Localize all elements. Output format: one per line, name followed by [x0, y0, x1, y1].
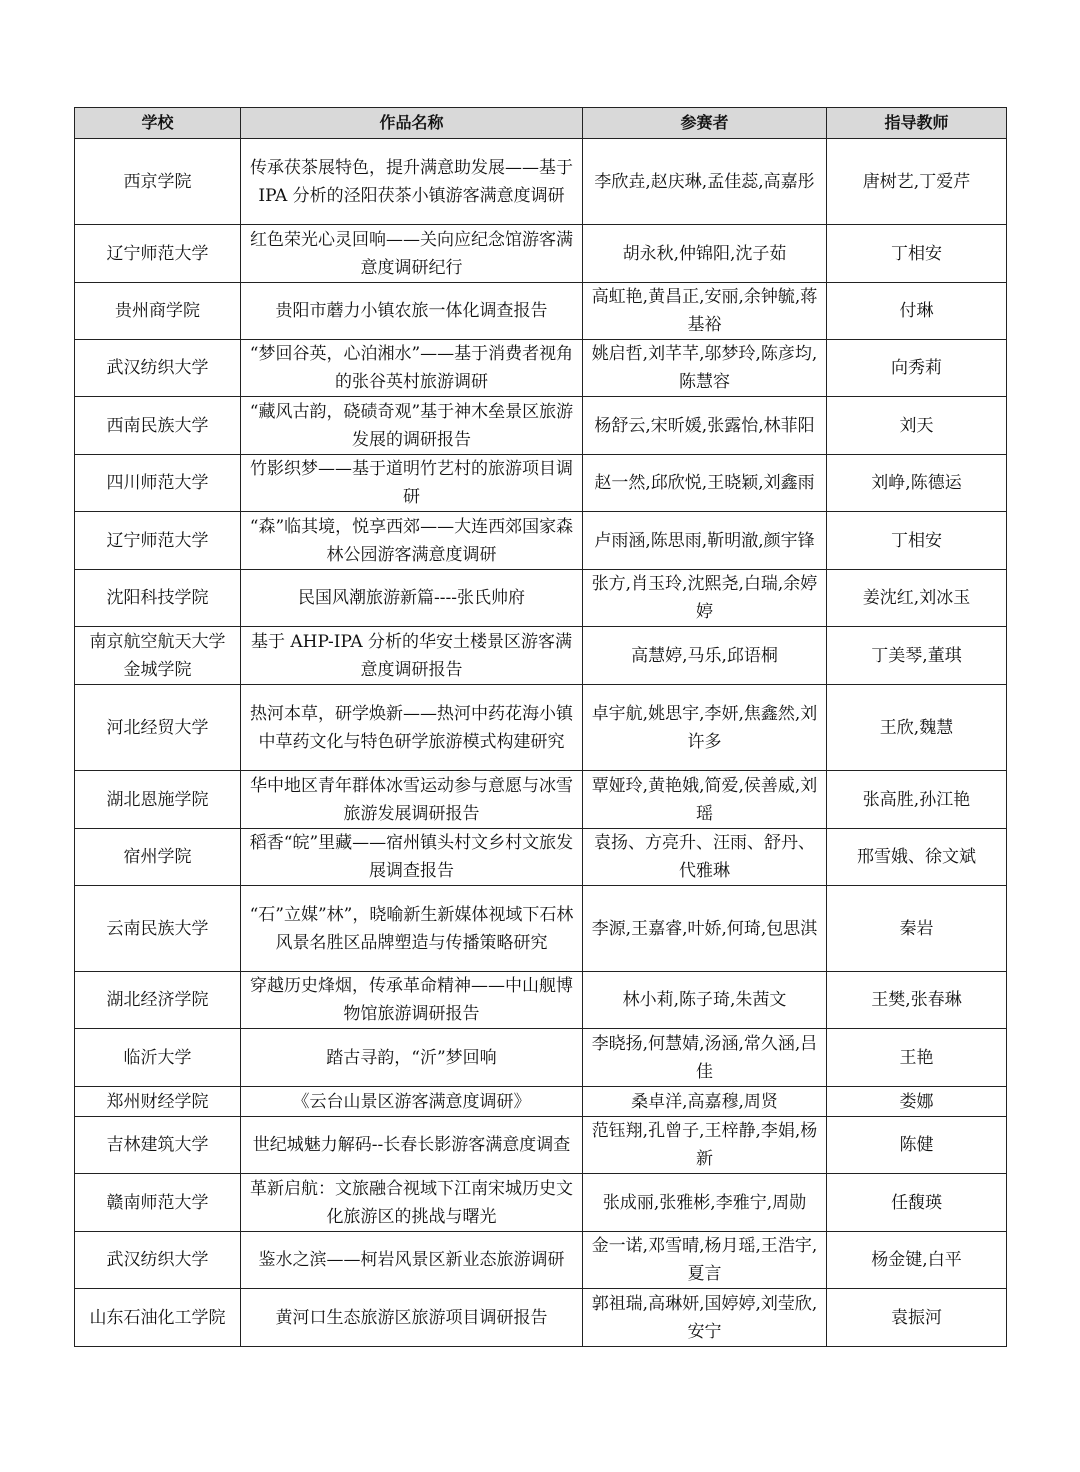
cell-advisors: 任馥瑛: [827, 1174, 1007, 1232]
cell-school: 沈阳科技学院: [75, 570, 241, 627]
cell-school: 湖北恩施学院: [75, 771, 241, 829]
cell-school: 四川师范大学: [75, 455, 241, 512]
table-row: [75, 397, 1007, 455]
award-table-container: [74, 107, 1006, 1347]
cell-advisors: 刘天: [827, 397, 1007, 455]
cell-work: “梦回谷英，心泊湘水”——基于消费者视角的张谷英村旅游调研: [241, 340, 583, 397]
cell-participants: 高虹艳,黄昌正,安丽,余钟毓,蒋基裕: [583, 283, 827, 340]
cell-work: 竹影织梦——基于道明竹艺村的旅游项目调研: [241, 455, 583, 512]
cell-school: 武汉纺织大学: [75, 1232, 241, 1289]
cell-school: 宿州学院: [75, 829, 241, 886]
cell-participants: 杨舒云,宋昕媛,张露怡,林菲阳: [583, 397, 827, 455]
cell-participants: 高慧婷,马乐,邱语桐: [583, 627, 827, 685]
cell-work: 踏古寻韵，“沂”梦回响: [241, 1029, 583, 1087]
cell-school: 西南民族大学: [75, 397, 241, 455]
table-row: [75, 1029, 1007, 1087]
cell-advisors: 王艳: [827, 1029, 1007, 1087]
table-row: [75, 139, 1007, 225]
cell-school: 贵州商学院: [75, 283, 241, 340]
cell-advisors: 袁振河: [827, 1289, 1007, 1347]
cell-advisors: 姜沈红,刘冰玉: [827, 570, 1007, 627]
cell-work: 世纪城魅力解码--长春长影游客满意度调查: [241, 1117, 583, 1174]
cell-work: 民国风潮旅游新篇----张氏帅府: [241, 570, 583, 627]
table-row: [75, 1117, 1007, 1174]
cell-school: 湖北经济学院: [75, 972, 241, 1029]
cell-work: 《云台山景区游客满意度调研》: [241, 1087, 583, 1117]
cell-advisors: 唐树艺,丁爱芹: [827, 139, 1007, 225]
table-row: [75, 512, 1007, 570]
cell-advisors: 娄娜: [827, 1087, 1007, 1117]
cell-participants: 桑卓洋,高嘉穆,周贤: [583, 1087, 827, 1117]
cell-participants: 胡永秋,仲锦阳,沈子茹: [583, 225, 827, 283]
table-header-row: [75, 108, 1007, 139]
cell-participants: 李源,王嘉睿,叶娇,何琦,包思淇: [583, 886, 827, 972]
table-row: [75, 283, 1007, 340]
table-row: [75, 1174, 1007, 1232]
cell-participants: 郭祖瑞,高琳妍,国婷婷,刘莹欣,安宁: [583, 1289, 827, 1347]
cell-advisors: 杨金键,白平: [827, 1232, 1007, 1289]
cell-advisors: 王樊,张春琳: [827, 972, 1007, 1029]
cell-work: 贵阳市蘑力小镇农旅一体化调查报告: [241, 283, 583, 340]
cell-participants: 赵一然,邱欣悦,王晓颖,刘鑫雨: [583, 455, 827, 512]
table-row: [75, 886, 1007, 972]
cell-participants: 卓宇航,姚思宇,李妍,焦鑫然,刘许多: [583, 685, 827, 771]
cell-work: 基于 AHP-IPA 分析的华安土楼景区游客满意度调研报告: [241, 627, 583, 685]
cell-participants: 金一诺,邓雪晴,杨月瑶,王浩宇,夏言: [583, 1232, 827, 1289]
cell-work: 革新启航：文旅融合视域下江南宋城历史文化旅游区的挑战与曙光: [241, 1174, 583, 1232]
header-school: 学校: [75, 108, 241, 139]
table-row: [75, 1232, 1007, 1289]
cell-work: “藏风古韵，硗碛奇观”基于神木垒景区旅游发展的调研报告: [241, 397, 583, 455]
cell-school: 河北经贸大学: [75, 685, 241, 771]
header-participants: 参赛者: [583, 108, 827, 139]
cell-advisors: 付琳: [827, 283, 1007, 340]
table-row: [75, 225, 1007, 283]
cell-school: 云南民族大学: [75, 886, 241, 972]
cell-advisors: 丁美琴,董琪: [827, 627, 1007, 685]
cell-work: 热河本草，研学焕新——热河中药花海小镇中草药文化与特色研学旅游模式构建研究: [241, 685, 583, 771]
cell-advisors: 张高胜,孙江艳: [827, 771, 1007, 829]
cell-work: “森”临其境，悦享西郊——大连西郊国家森林公园游客满意度调研: [241, 512, 583, 570]
cell-work: “石”立媒”林”，晓喻新生新媒体视域下石林风景名胜区品牌塑造与传播策略研究: [241, 886, 583, 972]
cell-work: 鉴水之滨——柯岩风景区新业态旅游调研: [241, 1232, 583, 1289]
cell-advisors: 邢雪娥、徐文斌: [827, 829, 1007, 886]
cell-work: 黄河口生态旅游区旅游项目调研报告: [241, 1289, 583, 1347]
cell-school: 南京航空航天大学金城学院: [75, 627, 241, 685]
table-row: [75, 1087, 1007, 1117]
cell-work: 穿越历史烽烟，传承革命精神——中山舰博物馆旅游调研报告: [241, 972, 583, 1029]
cell-advisors: 丁相安: [827, 225, 1007, 283]
table-row: [75, 627, 1007, 685]
cell-work: 稻香“皖”里藏——宿州镇头村文乡村文旅发展调查报告: [241, 829, 583, 886]
cell-school: 辽宁师范大学: [75, 512, 241, 570]
cell-school: 吉林建筑大学: [75, 1117, 241, 1174]
table-row: [75, 570, 1007, 627]
cell-advisors: 王欣,魏慧: [827, 685, 1007, 771]
cell-participants: 张成丽,张雅彬,李雅宁,周勋: [583, 1174, 827, 1232]
cell-advisors: 向秀莉: [827, 340, 1007, 397]
cell-school: 武汉纺织大学: [75, 340, 241, 397]
cell-school: 山东石油化工学院: [75, 1289, 241, 1347]
cell-participants: 覃娅玲,黄艳娥,简爱,侯善威,刘瑶: [583, 771, 827, 829]
cell-school: 赣南师范大学: [75, 1174, 241, 1232]
cell-work: 红色荣光心灵回响——关向应纪念馆游客满意度调研纪行: [241, 225, 583, 283]
table-row: [75, 340, 1007, 397]
header-work: 作品名称: [241, 108, 583, 139]
cell-school: 郑州财经学院: [75, 1087, 241, 1117]
cell-school: 辽宁师范大学: [75, 225, 241, 283]
cell-participants: 林小莉,陈子琦,朱茜文: [583, 972, 827, 1029]
cell-participants: 袁扬、方亮升、汪雨、舒丹、代雅琳: [583, 829, 827, 886]
cell-work: 传承茯茶展特色，提升满意助发展——基于 IPA 分析的泾阳茯茶小镇游客满意度调研: [241, 139, 583, 225]
cell-participants: 卢雨涵,陈思雨,靳明澈,颜宇锋: [583, 512, 827, 570]
award-table: [74, 107, 1007, 1347]
table-row: [75, 771, 1007, 829]
cell-participants: 李欣垚,赵庆琳,孟佳蕊,高嘉彤: [583, 139, 827, 225]
cell-advisors: 刘峥,陈德运: [827, 455, 1007, 512]
cell-advisors: 陈健: [827, 1117, 1007, 1174]
table-row: [75, 455, 1007, 512]
table-row: [75, 685, 1007, 771]
table-row: [75, 1289, 1007, 1347]
cell-school: 临沂大学: [75, 1029, 241, 1087]
cell-advisors: 丁相安: [827, 512, 1007, 570]
cell-advisors: 秦岩: [827, 886, 1007, 972]
cell-participants: 张方,肖玉玲,沈熙尧,白瑞,余婷婷: [583, 570, 827, 627]
cell-participants: 姚启哲,刘芊芊,邬梦玲,陈彦均,陈慧容: [583, 340, 827, 397]
table-row: [75, 829, 1007, 886]
header-advisors: 指导教师: [827, 108, 1007, 139]
table-row: [75, 972, 1007, 1029]
cell-participants: 范钰翔,孔曾子,王梓静,李娟,杨新: [583, 1117, 827, 1174]
cell-work: 华中地区青年群体冰雪运动参与意愿与冰雪旅游发展调研报告: [241, 771, 583, 829]
cell-school: 西京学院: [75, 139, 241, 225]
cell-participants: 李晓扬,何慧婧,汤涵,常久涵,吕佳: [583, 1029, 827, 1087]
